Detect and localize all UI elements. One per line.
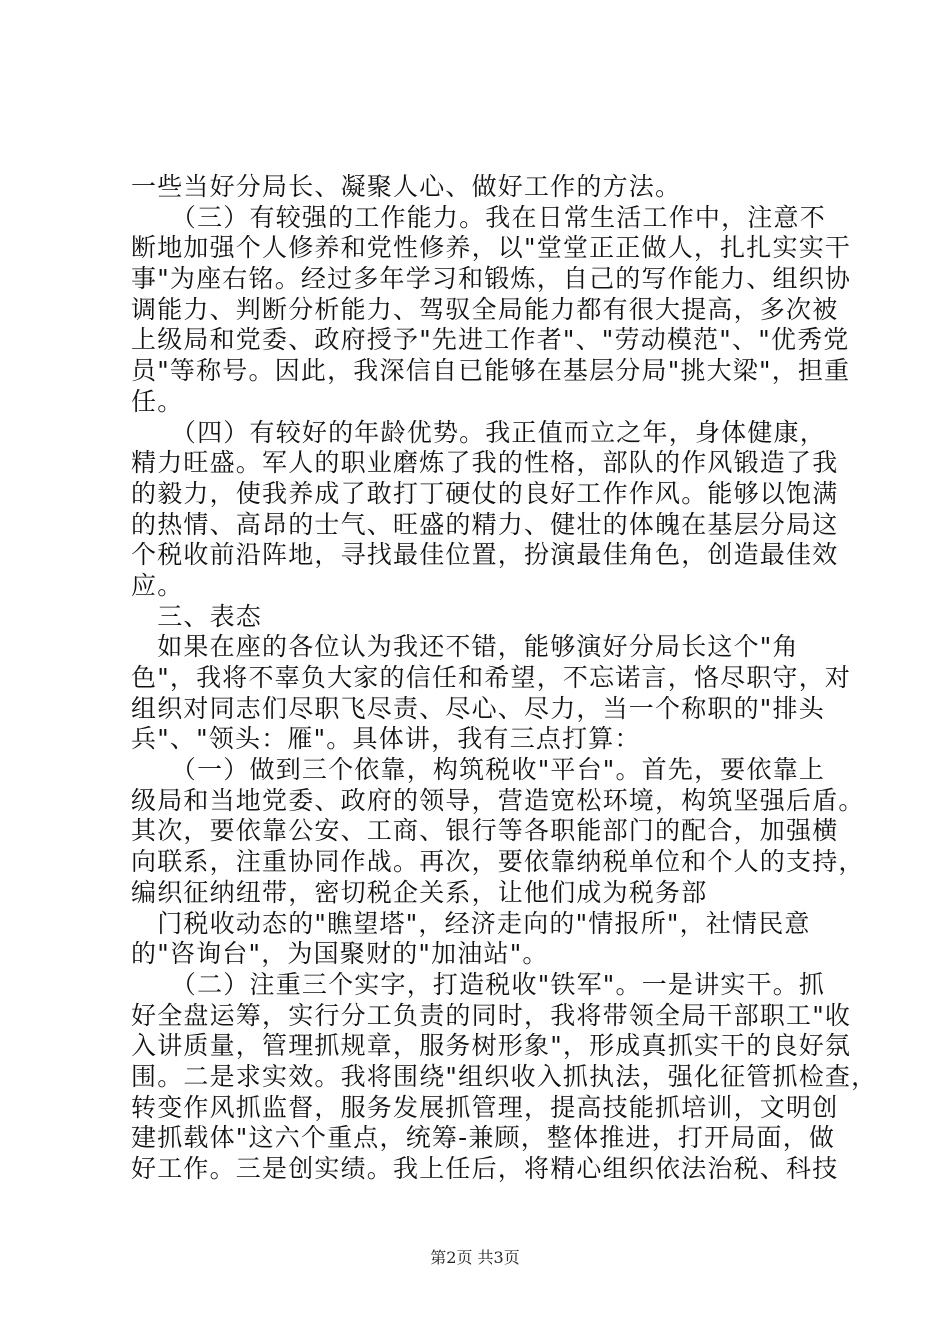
- text-line: 上级局和党委、政府授予"先进工作者"、"劳动模范"、"优秀党: [131, 325, 850, 354]
- text-line: 的"咨询台"，为国聚财的"加油站"。: [131, 939, 549, 968]
- text-line: 色"，我将不辜负大家的信任和希望，不忘诺言，恪尽职守，对: [131, 663, 852, 692]
- text-line: 其次，要依靠公安、工商、银行等各职能部门的配合，加强横: [131, 816, 839, 845]
- text-line: 断地加强个人修养和党性修养，以"堂堂正正做人，扎扎实实干: [131, 233, 852, 262]
- text-line: （二）注重三个实字，打造税收"铁军"。一是讲实干。抓: [131, 970, 826, 999]
- text-line: 兵"、"领头：雁"。具体讲，我有三点打算：: [131, 724, 641, 753]
- text-line: （三）有较强的工作能力。我在日常生活工作中，注意不: [131, 203, 826, 232]
- text-line: 建抓载体"这六个重点，统筹-兼顾，整体推进，打开局面，做: [131, 1123, 836, 1152]
- text-line: 组织对同志们尽职飞尽责、尽心、尽力，当一个称职的"排头: [131, 694, 825, 723]
- text-line: 如果在座的各位认为我还不错，能够演好分局长这个"角: [131, 632, 799, 661]
- text-line: 的热情、高昂的士气、旺盛的精力、健壮的体魄在基层分局这: [131, 510, 839, 539]
- text-line: （一）做到三个依靠，构筑税收"平台"。首先，要依靠上: [131, 755, 826, 784]
- section-heading: 三、表态: [131, 602, 263, 631]
- text-line: 级局和当地党委、政府的领导，营造宽松环境，构筑坚强后盾。: [131, 786, 865, 815]
- page-number-footer: 第2页 共3页: [430, 1248, 520, 1267]
- text-line: 调能力、判断分析能力、驾驭全局能力都有很大提高，多次被: [131, 295, 839, 324]
- text-line: 任。: [131, 387, 184, 416]
- text-line: 好全盘运筹，实行分工负责的同时，我将带领全局干部职工"收: [131, 1001, 852, 1030]
- text-line: 入讲质量，管理抓规章，服务树形象"，形成真抓实干的良好氛: [131, 1031, 852, 1060]
- text-line: 好工作。三是创实绩。我上任后，将精心组织依法治税、科技: [131, 1154, 839, 1183]
- text-line: 应。: [131, 571, 184, 600]
- text-line: （四）有较好的年龄优势。我正值而立之年，身体健康，: [131, 418, 826, 447]
- text-line: 一些当好分局长、凝聚人心、做好工作的方法。: [131, 172, 682, 201]
- text-line: 向联系，注重协同作战。再次，要依靠纳税单位和个人的支持，: [131, 847, 865, 876]
- text-line: 围。二是求实效。我将围绕"组织收入抓执法，强化征管抓检查，: [131, 1062, 878, 1091]
- text-line: 门税收动态的"瞧望塔"，经济走向的"情报所"，社情民意: [131, 909, 811, 938]
- text-line: 编织征纳纽带，密切税企关系，让他们成为税务部: [131, 878, 708, 907]
- text-line: 精力旺盛。军人的职业磨炼了我的性格，部队的作风锻造了我: [131, 448, 839, 477]
- text-line: 的毅力，使我养成了敢打丁硬仗的良好工作作风。能够以饱满: [131, 479, 839, 508]
- text-line: 个税收前沿阵地，寻找最佳位置，扮演最佳角色，创造最佳效: [131, 540, 839, 569]
- text-line: 员"等称号。因此，我深信自已能够在基层分局"挑大梁"，担重: [131, 356, 851, 385]
- text-line: 事"为座右铭。经过多年学习和锻炼，自己的写作能力、组织协: [131, 264, 852, 293]
- text-line: 转变作风抓监督，服务发展抓管理，提高技能抓培训，文明创: [131, 1093, 839, 1122]
